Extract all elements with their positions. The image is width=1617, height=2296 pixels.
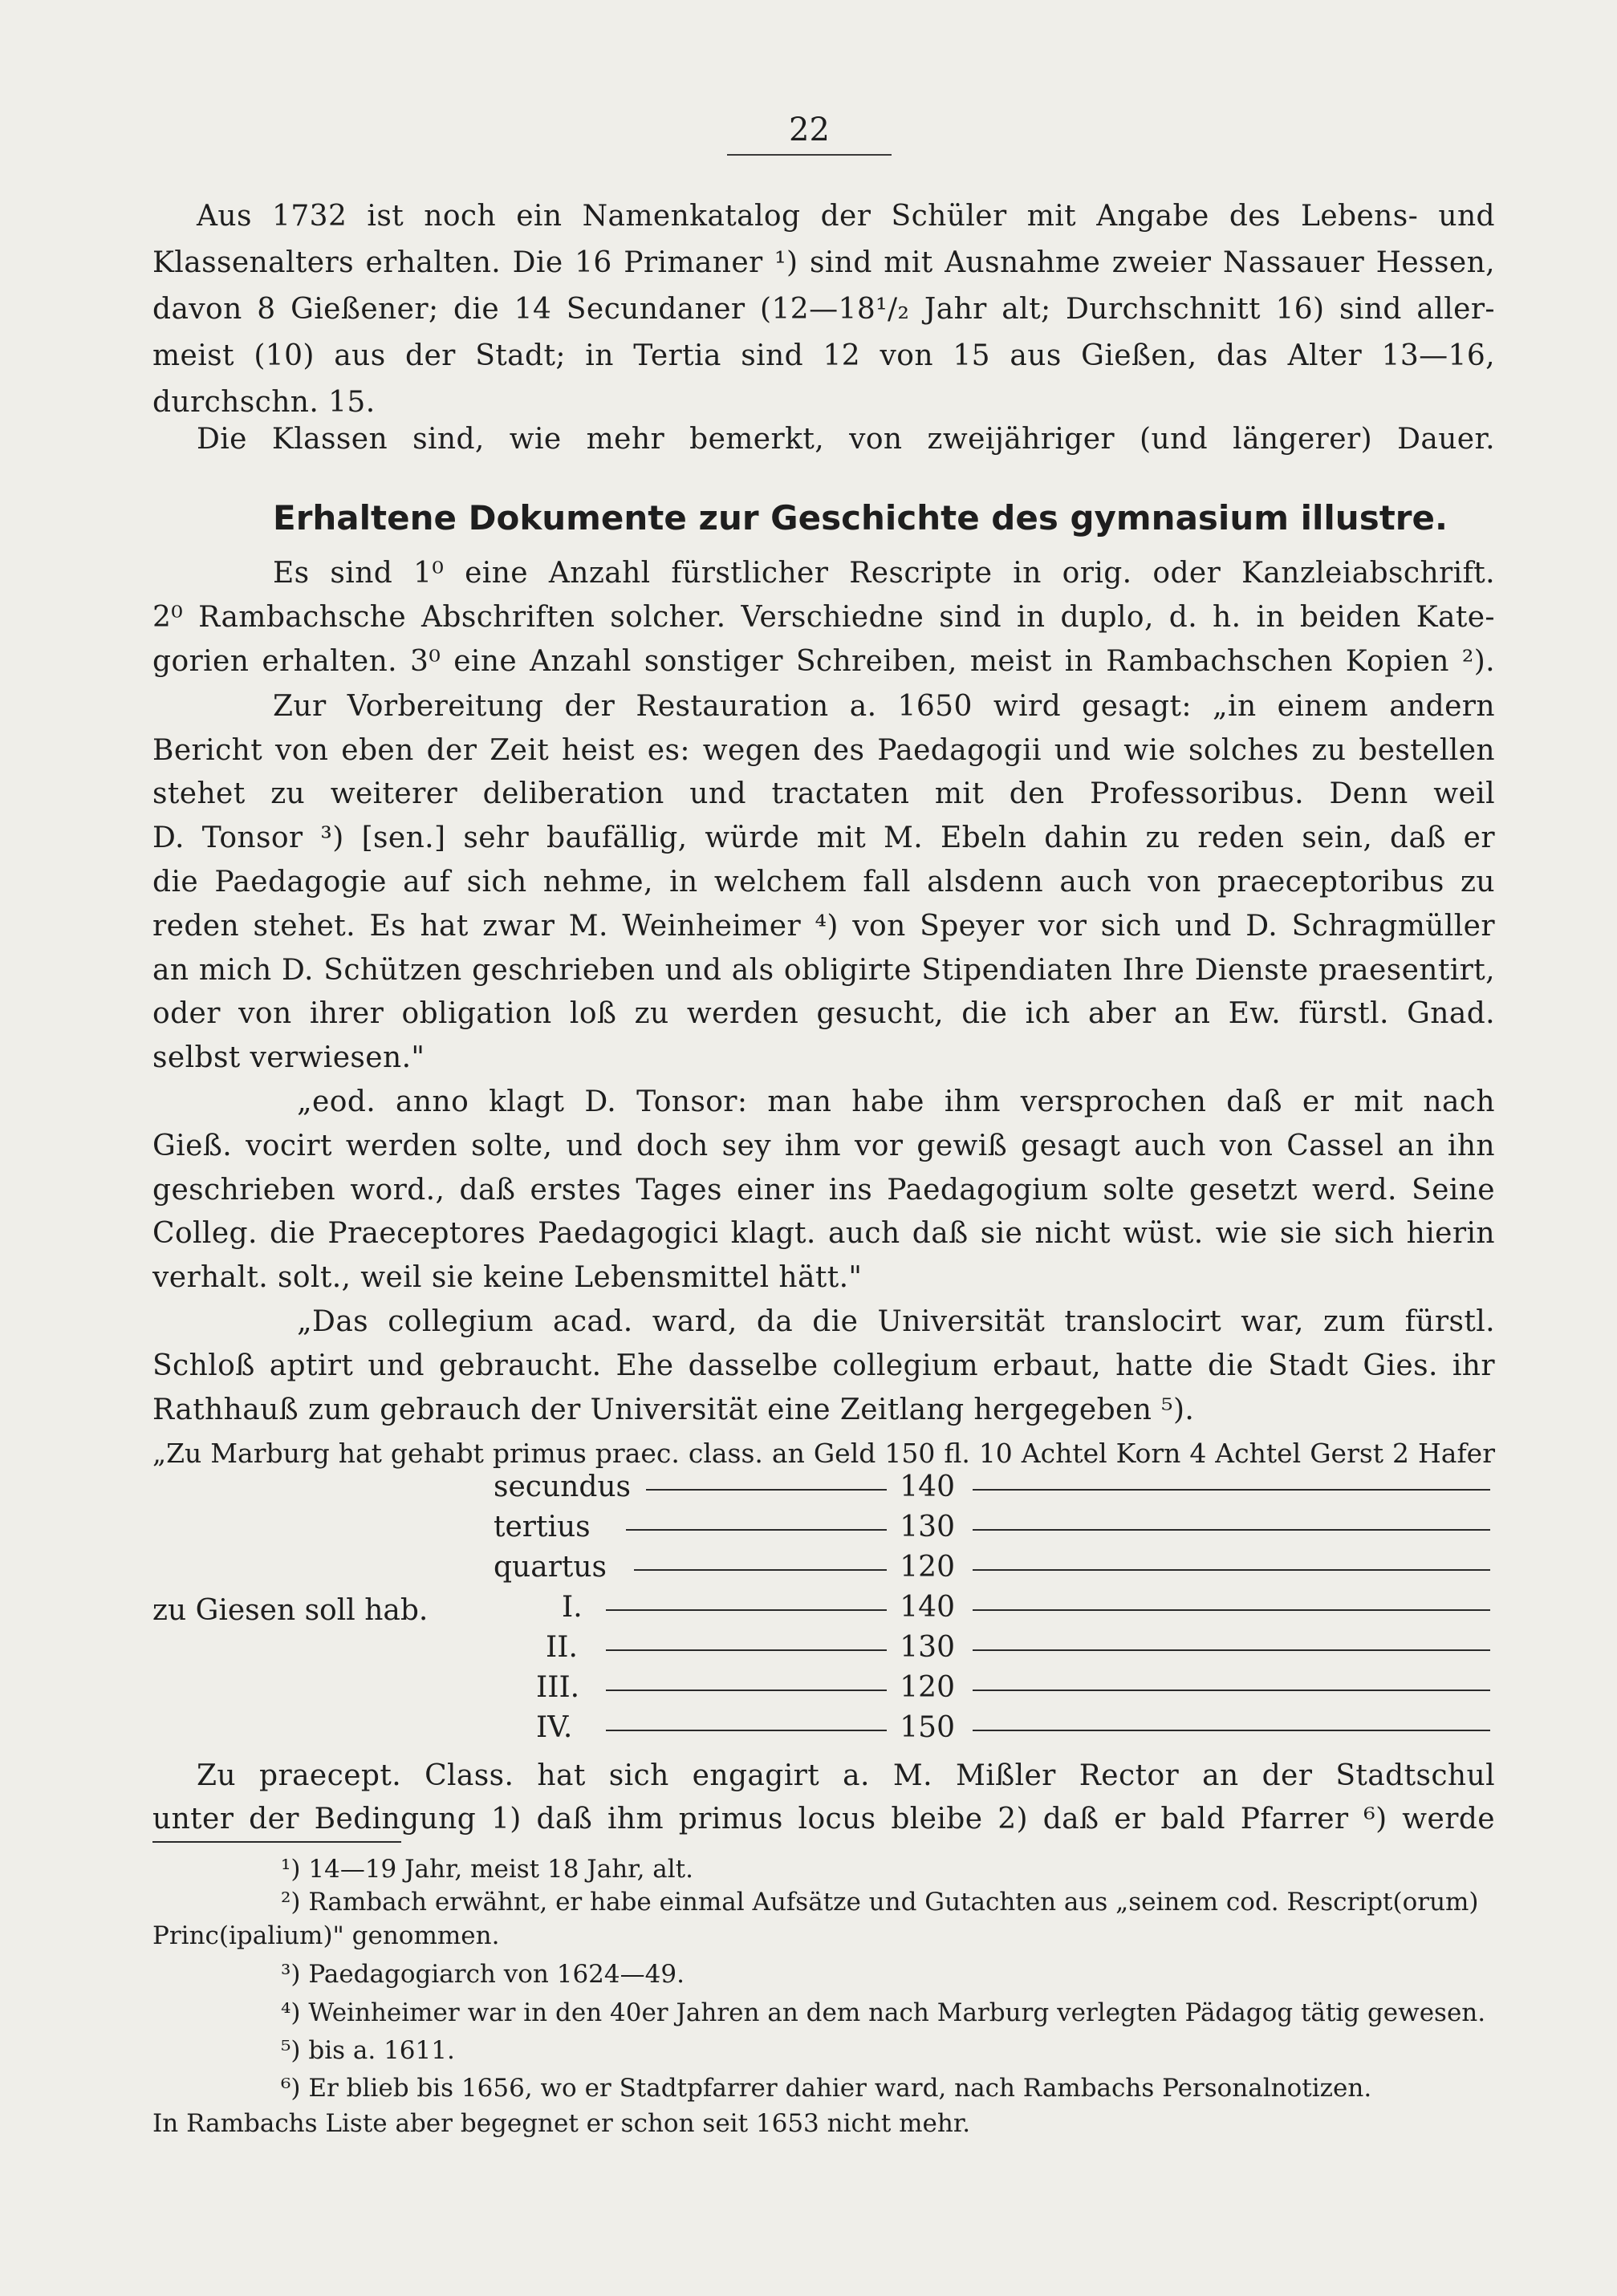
schedule-label: I. xyxy=(562,1591,583,1624)
schedule-intro: „Zu Marburg hat gehabt primus praec. class. an Geld 150 fl. 10 Achtel Korn 4 Achtel Gerst 2 Hafer xyxy=(152,1438,1495,1469)
schedule-leader xyxy=(606,1609,887,1611)
paragraph-line: „eod. anno klagt D. Tonsor: man habe ihm versprochen daß er mit nach xyxy=(297,1085,1495,1118)
paragraph-line: Gieß. vocirt werden solte, und doch sey ihm vor gewiß gesagt auch von Cassel an ihn xyxy=(152,1130,1495,1162)
paragraph-line: Es sind 1⁰ eine Anzahl fürstlicher Rescripte in orig. oder Kanzleiabschrift. xyxy=(273,557,1495,590)
schedule-rule xyxy=(973,1609,1490,1611)
paragraph-line: davon 8 Gießener; die 14 Secundaner (12—18¹/₂ Jahr alt; Durchschnitt 16) sind aller- xyxy=(152,293,1495,326)
footnote: ³) Paedagogiarch von 1624—49. xyxy=(281,1960,685,1989)
schedule-rule xyxy=(973,1569,1490,1571)
schedule-rule xyxy=(973,1649,1490,1651)
schedule-value: 150 xyxy=(900,1711,955,1744)
paragraph-line: Zur Vorbereitung der Restauration a. 1650 wird gesagt: „in einem andern xyxy=(273,690,1495,723)
paragraph-line: reden stehet. Es hat zwar M. Weinheimer ⁴) von Speyer vor sich und D. Schragmüller xyxy=(152,910,1495,943)
paragraph-line: Zu praecept. Class. hat sich engagirt a. M. Mißler Rector an der Stadtschul xyxy=(197,1759,1495,1792)
schedule-leader xyxy=(646,1489,887,1491)
footnote: ¹) 14—19 Jahr, meist 18 Jahr, alt. xyxy=(281,1855,693,1884)
schedule-label: tertius xyxy=(494,1511,591,1544)
footnote-rule xyxy=(152,1841,401,1843)
footnote: ⁶) Er blieb bis 1656, wo er Stadtpfarrer dahier ward, nach Rambachs Personalnotizen. xyxy=(281,2074,1372,2103)
footnote: ⁵) bis a. 1611. xyxy=(281,2036,455,2065)
paragraph-line: Schloß aptirt und gebraucht. Ehe dasselbe collegium erbaut, hatte die Stadt Gies. ihr xyxy=(152,1349,1495,1382)
schedule-leader xyxy=(606,1690,887,1691)
schedule-leader xyxy=(606,1649,887,1651)
schedule-value: 130 xyxy=(900,1511,955,1544)
footnote: ²) Rambach erwähnt, er habe einmal Aufsätze und Gutachten aus „seinem cod. Rescript(orum) xyxy=(281,1888,1479,1917)
paragraph-line: gorien erhalten. 3⁰ eine Anzahl sonstiger Schreiben, meist in Rambachschen Kopien ²). xyxy=(152,645,1495,678)
schedule-value: 130 xyxy=(900,1631,955,1664)
schedule-value: 140 xyxy=(900,1591,955,1624)
schedule-leader xyxy=(626,1529,887,1531)
paragraph-line: Colleg. die Praeceptores Paedagogici klagt. auch daß sie nicht wüst. wie sie sich hierin xyxy=(152,1217,1495,1250)
footnote: ⁴) Weinheimer war in den 40er Jahren an dem nach Marburg verlegten Pädagog tätig gewesen. xyxy=(281,1998,1486,2027)
paragraph-line: stehet zu weiterer deliberation und tractaten mit den Professoribus. Denn weil xyxy=(152,777,1495,810)
schedule-label: secundus xyxy=(494,1470,632,1503)
paragraph-line: durchschn. 15. xyxy=(152,386,376,419)
footnote: In Rambachs Liste aber begegnet er schon seit 1653 nicht mehr. xyxy=(152,2109,971,2138)
paragraph-line: Bericht von eben der Zeit heist es: wegen des Paedagogii und wie solches zu bestellen xyxy=(152,734,1495,767)
schedule-label: IV. xyxy=(536,1711,573,1744)
paragraph-line: Aus 1732 ist noch ein Namenkatalog der Schüler mit Angabe des Lebens- und xyxy=(197,200,1495,233)
schedule-rule xyxy=(973,1529,1490,1531)
schedule-rule xyxy=(973,1690,1490,1691)
schedule-label: II. xyxy=(546,1631,578,1664)
paragraph-line: meist (10) aus der Stadt; in Tertia sind 12 von 15 aus Gießen, das Alter 13—16, xyxy=(152,339,1495,372)
paragraph-line: die Paedagogie auf sich nehme, in welchem fall alsdenn auch von praeceptoribus zu xyxy=(152,866,1495,899)
page-number-rule xyxy=(727,154,892,156)
section-heading: Erhaltene Dokumente zur Geschichte des gymnasium illustre. xyxy=(273,498,1448,537)
paragraph-line: Klassenalters erhalten. Die 16 Primaner ¹) sind mit Ausnahme zweier Nassauer Hessen, xyxy=(152,246,1495,279)
schedule-value: 120 xyxy=(900,1671,955,1704)
schedule-label: quartus xyxy=(494,1551,607,1584)
paragraph-line: Rathhauß zum gebrauch der Universität eine Zeitlang hergegeben ⁵). xyxy=(152,1393,1195,1426)
paragraph-line: Die Klassen sind, wie mehr bemerkt, von zweijähriger (und längerer) Dauer. xyxy=(197,423,1495,456)
paragraph-line: 2⁰ Rambachsche Abschriften solcher. Verschiedne sind in duplo, d. h. in beiden Kate- xyxy=(152,601,1495,634)
paragraph-line: verhalt. solt., weil sie keine Lebensmittel hätt." xyxy=(152,1261,863,1294)
paragraph-line: geschrieben word., daß erstes Tages einer ins Paedagogium solte gesetzt werd. Seine xyxy=(152,1174,1495,1207)
schedule-label: III. xyxy=(536,1671,580,1704)
footnote: Princ(ipalium)" genommen. xyxy=(152,1921,500,1950)
schedule-value: 140 xyxy=(900,1470,955,1503)
paragraph-line: an mich D. Schützen geschrieben und als obligirte Stipendiaten Ihre Dienste praesentirt, xyxy=(152,954,1495,987)
paragraph-line: D. Tonsor ³) [sen.] sehr baufällig, würde mit M. Ebeln dahin zu reden sein, daß er xyxy=(152,821,1495,854)
paragraph-line: oder von ihrer obligation loß zu werden gesucht, die ich aber an Ew. fürstl. Gnad. xyxy=(152,997,1495,1030)
schedule-rule xyxy=(973,1730,1490,1731)
schedule-leader xyxy=(634,1569,887,1571)
paragraph-line: selbst verwiesen." xyxy=(152,1041,425,1074)
schedule-giessen-label: zu Giesen soll hab. xyxy=(152,1594,429,1627)
page-number: 22 xyxy=(789,112,830,148)
schedule-rule xyxy=(973,1489,1490,1491)
paragraph-line: unter der Bedingung 1) daß ihm primus locus bleibe 2) daß er bald Pfarrer ⁶) werde xyxy=(152,1803,1495,1836)
paragraph-line: „Das collegium acad. ward, da die Universität translocirt war, zum fürstl. xyxy=(297,1305,1495,1338)
schedule-leader xyxy=(606,1730,887,1731)
schedule-value: 120 xyxy=(900,1551,955,1584)
